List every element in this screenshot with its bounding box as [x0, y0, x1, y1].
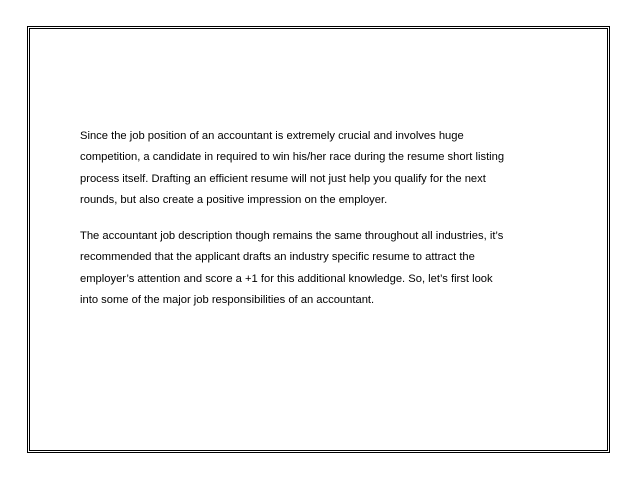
paragraph-spacer — [80, 211, 580, 226]
text-line: Since the job position of an accountant is extremely crucial and involves huge — [80, 130, 464, 142]
text-line: recommended that the applicant drafts an industry specific resume to attract the — [80, 251, 475, 264]
text-line: into some of the major job responsibilities of an accountant. — [80, 294, 375, 307]
text-line: The accountant job description though remains the same throughout all industries, it’s — [80, 230, 504, 243]
paragraph-intro — [80, 126, 580, 211]
text-line: employer’s attention and score a +1 for this additional knowledge. So, let’s first look — [80, 272, 493, 285]
document-body — [80, 126, 580, 311]
paragraph-description — [80, 226, 580, 311]
text-line: competition, a candidate in required to win his/her race during the resume short listing — [80, 151, 505, 164]
text-line: rounds, but also create a positive impression on the employer. — [80, 193, 388, 206]
text-line: process itself. Drafting an efficient resume will not just help you qualify for the next — [80, 172, 486, 185]
